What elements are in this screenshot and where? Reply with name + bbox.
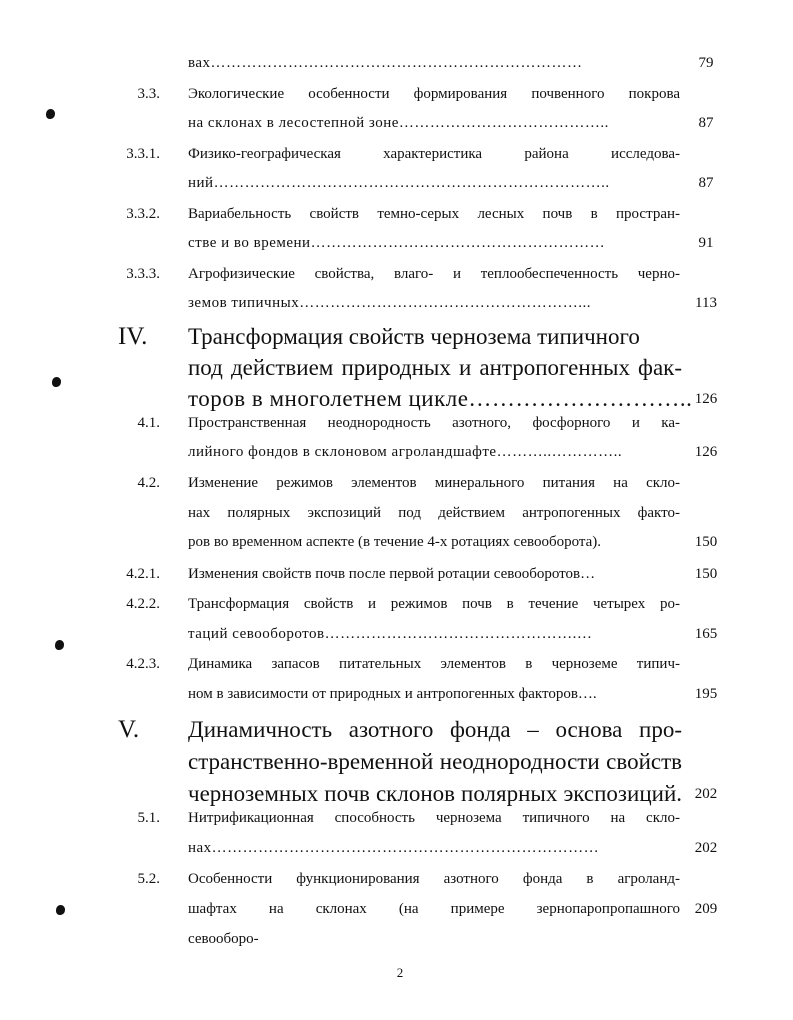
toc-entry-text: лийного фондов в склоновом агроландшафте………..………….. [188, 444, 623, 460]
binder-hole-mark [52, 377, 61, 387]
toc-entry-text: Агрофизические свойства, влаго- и теплообеспеченность черно- [188, 266, 680, 282]
toc-section-number: 3.3.3. [126, 266, 160, 282]
toc-page-number: 195 [694, 686, 718, 702]
binder-hole-mark [46, 109, 55, 119]
toc-entry-text: Изменения свойств почв после первой ротации севооборотов… [188, 566, 596, 582]
chapter-title: торов в многолетнем цикле……………………….. [188, 386, 693, 411]
toc-page-number: 202 [694, 786, 718, 802]
toc-entry-text: таций севооборотов………………………………………….… [188, 626, 593, 642]
toc-section-number: 4.2.2. [126, 596, 160, 612]
toc-page-number: 150 [694, 566, 718, 582]
toc-entry-text: нах………………………………………………………………… [188, 840, 600, 856]
toc-page-number: 126 [694, 444, 718, 460]
toc-entry-text: Динамика запасов питательных элементов в черноземе типич- [188, 656, 680, 672]
toc-entry-text: Изменение режимов элементов минерального питания на скло- [188, 475, 680, 491]
chapter-number: IV. [118, 323, 148, 350]
toc-entry-text: Особенности функционирования азотного фонда в агроланд- [188, 871, 680, 887]
chapter-title: под действием природных и антропогенных фак- [188, 355, 682, 380]
toc-page-number: 87 [698, 115, 714, 131]
toc-entry-text: Экологические особенности формирования почвенного покрова [188, 86, 680, 102]
toc-entry-text: Физико-географическая характеристика района исследова- [188, 146, 680, 162]
toc-entry-text: ров во временном аспекте (в течение 4-х ротациях севооборота). [188, 534, 602, 550]
toc-entry-text: Вариабельность свойств темно-серых лесных почв в простран- [188, 206, 680, 222]
toc-entry-text: стве и во времени………………………………………………… [188, 235, 606, 251]
chapter-title: Динамичность азотного фонда – основа про- [188, 717, 682, 742]
chapter-title: странственно-временной неоднородности свойств [188, 749, 682, 774]
toc-entry-text: шафтах на склонах (на примере зернопаропропашного [188, 901, 680, 917]
toc-section-number: 3.3. [137, 86, 160, 102]
toc-page-number: 165 [694, 626, 718, 642]
toc-entry-text: ний………………………………………………………………….. [188, 175, 610, 191]
toc-page-number: 150 [694, 534, 718, 550]
toc-page-number: 113 [695, 295, 717, 311]
toc-entry-text: нах полярных экспозиций под действием антропогенных факто- [188, 505, 680, 521]
toc-entry-text: севооборо- [188, 931, 259, 947]
toc-page-number: 209 [694, 901, 718, 917]
toc-entry-text: вах……………………………………………………………… [188, 55, 583, 71]
binder-hole-mark [56, 905, 65, 915]
toc-page-number: 202 [694, 840, 718, 856]
toc-entry-text: Нитрификационная способность чернозема типичного на скло- [188, 810, 680, 826]
chapter-title: Трансформация свойств чернозема типичного [188, 324, 640, 349]
toc-section-number: 4.1. [137, 415, 160, 431]
chapter-title: черноземных почв склонов полярных экспозиций. [188, 781, 682, 806]
chapter-number: V. [118, 716, 140, 743]
toc-section-number: 4.2. [137, 475, 160, 491]
toc-entry-text: ном в зависимости от природных и антропогенных факторов…. [188, 686, 597, 702]
toc-entry-text: на склонах в лесостепной зоне………………………………….. [188, 115, 609, 131]
toc-section-number: 3.3.1. [126, 146, 160, 162]
toc-section-number: 4.2.1. [126, 566, 160, 582]
toc-page-number: 87 [698, 175, 714, 191]
toc-entry-text: земов типичных………………………………………………... [188, 295, 591, 311]
toc-page-number: 126 [694, 391, 718, 407]
toc-page-number: 91 [698, 235, 714, 251]
page-number: 2 [396, 965, 404, 980]
toc-section-number: 5.1. [137, 810, 160, 826]
toc-section-number: 5.2. [137, 871, 160, 887]
toc-page-number: 79 [698, 55, 714, 71]
toc-section-number: 4.2.3. [126, 656, 160, 672]
binder-hole-mark [55, 640, 64, 650]
toc-section-number: 3.3.2. [126, 206, 160, 222]
toc-entry-text: Трансформация свойств и режимов почв в течение четырех ро- [188, 596, 680, 612]
toc-entry-text: Пространственная неоднородность азотного, фосфорного и ка- [188, 415, 680, 431]
